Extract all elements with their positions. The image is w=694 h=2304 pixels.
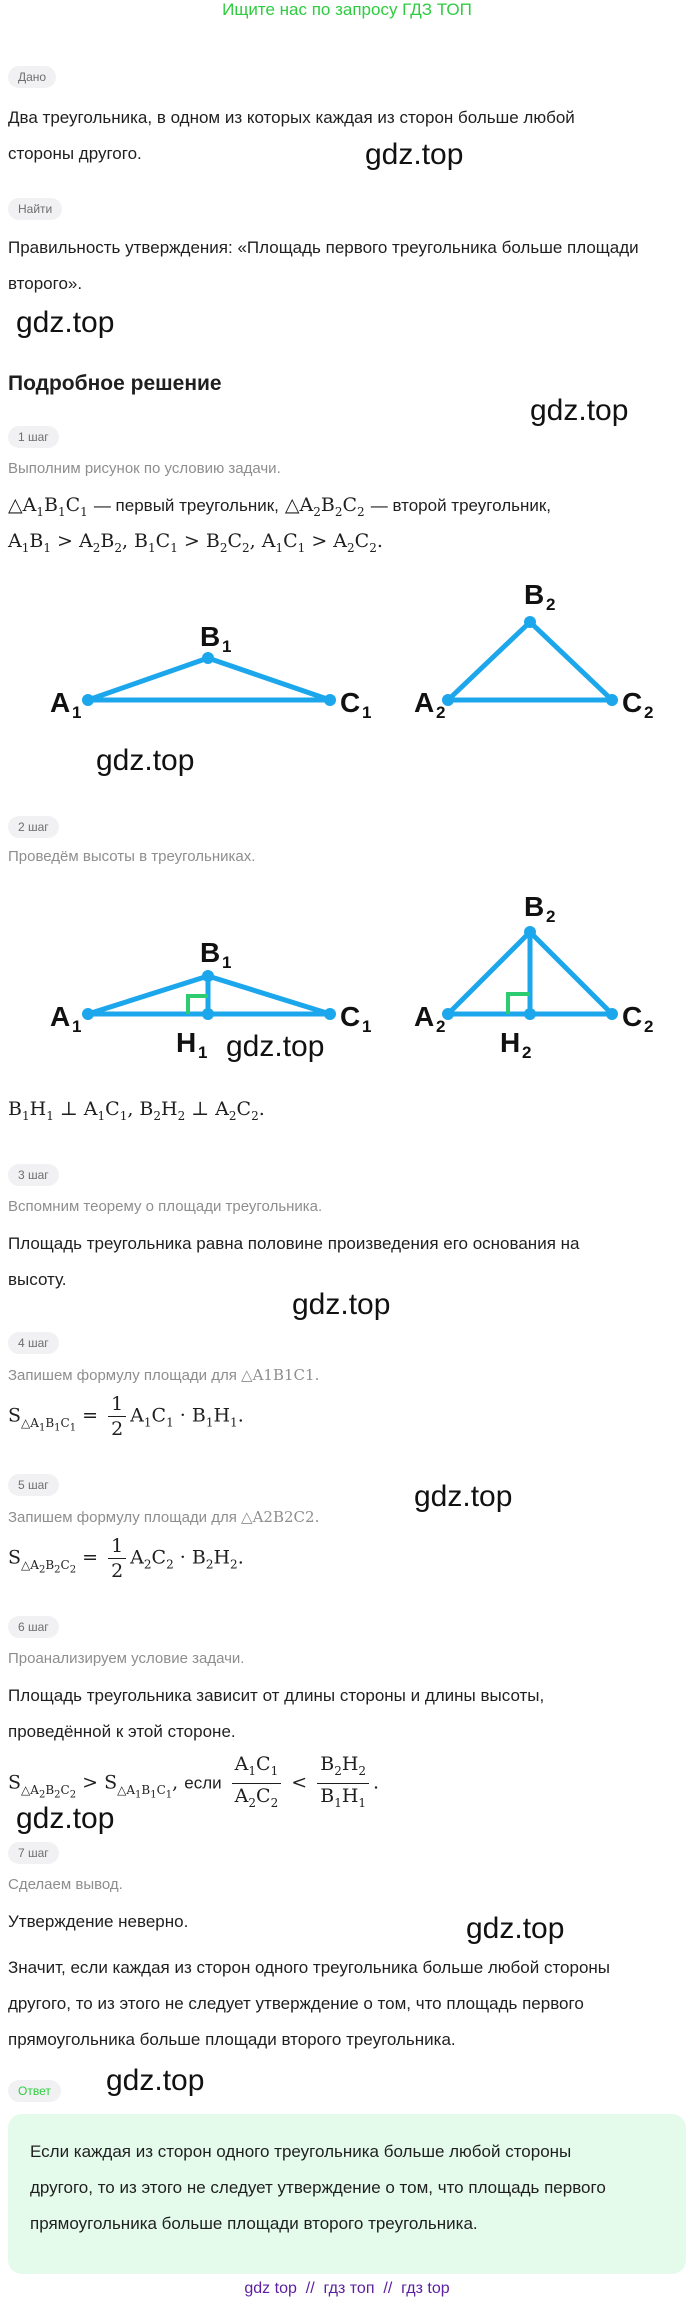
- step-7-caption: Сделаем вывод.: [8, 1876, 123, 1893]
- step-1-math-line-2: $A_1B_1 > A_2B_2$, $B_1C_1 > B_2C_2$, $A_1C_1 > A_2C_2$.: [8, 530, 383, 555]
- svg-text:1: 1: [362, 703, 372, 722]
- svg-text:1: 1: [222, 953, 232, 972]
- step-6-text: Площадь треугольника зависит от длины стороны и длины высоты, проведённой к этой стороне.: [8, 1686, 545, 1741]
- svg-text:1: 1: [198, 1043, 208, 1062]
- step-2-math: $B_1H_1$ ⊥ $A_1C_1$, $B_2H_2$ ⊥ $A_2C_2$.: [8, 1098, 265, 1123]
- svg-text:1: 1: [362, 1017, 372, 1036]
- step-2-caption: Проведём высоты в треугольниках.: [8, 848, 256, 865]
- watermark: gdz.top: [530, 394, 629, 427]
- svg-text:1: 1: [72, 1017, 82, 1036]
- svg-text:2: 2: [522, 1043, 532, 1062]
- step-3-caption: Вспомним теорему о площади треугольника.: [8, 1198, 323, 1215]
- label-c1: C: [340, 687, 361, 718]
- given-tag: Дано: [8, 66, 56, 88]
- step-7-text: Значит, если каждая из сторон одного треугольника больше любой стороны другого, то из этого не следует утверждение о том, что площадь первого прямоугольника больше площади второго треугольника.: [8, 1958, 611, 2049]
- svg-text:C: C: [622, 1001, 643, 1032]
- svg-text:1: 1: [222, 637, 232, 656]
- watermark: gdz.top: [226, 1030, 325, 1063]
- figure-triangles: [0, 570, 694, 740]
- figure-heights: [0, 890, 694, 1070]
- step-4-formula: $S_{\triangle A_1B_1C_1}$ = $\frac{1}{2}$ $A_1C_1 \cdot B_1H_1$.: [8, 1393, 244, 1440]
- watermark: gdz.top: [365, 138, 464, 171]
- top-banner: Ищите нас по запросу ГДЗ ТОП: [222, 0, 472, 19]
- watermark: gdz.top: [106, 2064, 205, 2097]
- watermark: gdz.top: [414, 1480, 513, 1513]
- triangle-2-with-height: [414, 891, 653, 1062]
- triangle-1: [50, 621, 371, 722]
- watermark: gdz.top: [292, 1288, 391, 1321]
- step-1-caption: Выполним рисунок по условию задачи.: [8, 460, 281, 477]
- step-6-caption: Проанализируем условие задачи.: [8, 1650, 245, 1667]
- svg-text:2: 2: [436, 703, 446, 722]
- step-5-tag: 5 шаг: [8, 1474, 59, 1496]
- svg-text:2: 2: [546, 907, 556, 926]
- watermark: gdz.top: [466, 1912, 565, 1945]
- step-6-tag: 6 шаг: [8, 1616, 59, 1638]
- step-1-math-line-1: $\triangle A_1B_1C_1$ — первый треугольник, $\triangle A_2B_2C_2$ — второй треугольник,: [8, 494, 552, 519]
- label-c2: C: [622, 687, 643, 718]
- label-b1: B: [200, 621, 221, 652]
- answer-text: Если каждая из сторон одного треугольника больше любой стороны другого, то из этого не следует утверждение о том, что площадь первого прямоугольника больше площади второго треугольника.: [30, 2142, 606, 2233]
- svg-text:2: 2: [644, 703, 654, 722]
- label-b2: B: [524, 579, 545, 610]
- step-5-formula: $S_{\triangle A_2B_2C_2}$ = $\frac{1}{2}$ $A_2C_2 \cdot B_2H_2$.: [8, 1535, 244, 1582]
- step-6-formula: $S_{\triangle A_2B_2C_2} > S_{\triangle A_1B_1C_1}$, если $\frac{A_1C_1}{A_2C_2}$ < $\frac{B_2H_2}{B_1H_1}$ .: [8, 1753, 380, 1810]
- step-4-caption: Запишем формулу площади для △A1B1C1.: [8, 1366, 320, 1384]
- answer-box: [8, 2114, 686, 2274]
- label-h1: H: [176, 1027, 197, 1058]
- svg-text:B: B: [200, 937, 221, 968]
- svg-text:2: 2: [644, 1017, 654, 1036]
- footer-links[interactable]: gdz top // гдз топ // гдз top: [244, 2280, 450, 2297]
- find-tag: Найти: [8, 198, 62, 220]
- triangle-2: [414, 579, 653, 722]
- step-2-tag: 2 шаг: [8, 816, 59, 838]
- svg-text:2: 2: [546, 595, 556, 614]
- watermark: gdz.top: [16, 306, 115, 339]
- step-4-tag: 4 шаг: [8, 1332, 59, 1354]
- step-5-caption: Запишем формулу площади для △A2B2C2.: [8, 1508, 320, 1526]
- svg-text:B: B: [524, 891, 545, 922]
- step-7-verdict: Утверждение неверно.: [8, 1912, 189, 1931]
- label-a1: A: [50, 687, 71, 718]
- label-a2: A: [414, 687, 435, 718]
- watermark: gdz.top: [96, 744, 195, 777]
- svg-text:A: A: [50, 1001, 71, 1032]
- step-7-tag: 7 шаг: [8, 1842, 59, 1864]
- watermark: gdz.top: [16, 1802, 115, 1835]
- step-3-tag: 3 шаг: [8, 1164, 59, 1186]
- svg-text:2: 2: [436, 1017, 446, 1036]
- given-text: Два треугольника, в одном из которых каждая из сторон больше любой стороны другого.: [8, 108, 575, 163]
- label-h2: H: [500, 1027, 521, 1058]
- svg-text:C: C: [340, 1001, 361, 1032]
- svg-text:1: 1: [72, 703, 82, 722]
- svg-text:A: A: [414, 1001, 435, 1032]
- answer-tag: Ответ: [8, 2080, 61, 2102]
- find-text: Правильность утверждения: «Площадь первого треугольника больше площади второго».: [8, 238, 639, 293]
- step-3-text: Площадь треугольника равна половине произведения его основания на высоту.: [8, 1234, 580, 1289]
- step-1-tag: 1 шаг: [8, 426, 59, 448]
- solution-title: Подробное решение: [8, 372, 222, 395]
